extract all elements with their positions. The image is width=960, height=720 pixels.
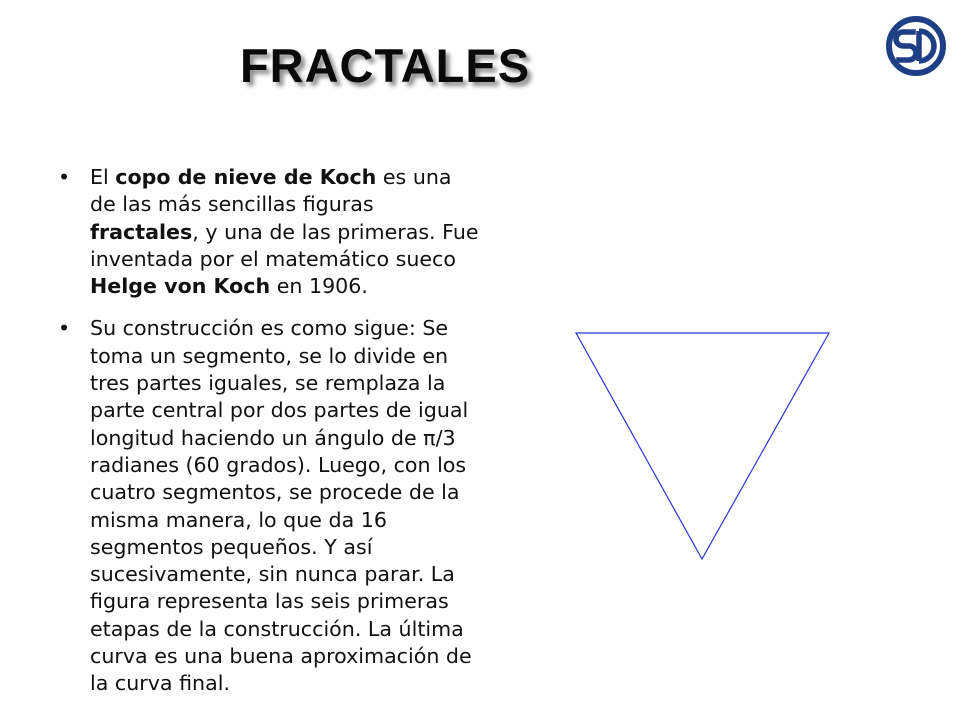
koch-triangle-figure: [572, 328, 834, 564]
slide-title: FRACTALES: [239, 39, 531, 92]
bullet-text: El copo de nieve de Koch es una de las más sencillas figuras fractales, y una de las primeras. Fue inventada por el matemático sueco Helge von Koch en 1906.: [90, 165, 479, 299]
university-seal-logo-icon: [884, 14, 948, 78]
bold-term: Helge von Koch: [90, 274, 271, 299]
koch-triangle-shape: [576, 333, 829, 559]
bold-term: copo de nieve de Koch: [115, 165, 377, 189]
bullet-text: Su construcción es como sigue: Se toma un segmento, se lo divide en tres partes iguales, se remplaza la parte central por dos partes de igual longitud haciendo un ángulo de π/3 radianes (60 grados). Luego, con los cuatro segmentos, se procede de la misma manera, lo que da 16 segmentos pequeños. Y así sucesivamente, sin nunca parar. La figura representa las seis primeras etapas de la construcción. La última curva es una buena aproximación de la curva final.: [90, 316, 472, 696]
bold-term: fractales: [90, 219, 193, 244]
bullet-list: [58, 164, 480, 713]
bullet-dot: •: [58, 316, 71, 341]
bullet-item-koch-intro: [58, 164, 480, 300]
bullet-item-construction: [58, 315, 480, 697]
bullet-dot: •: [58, 165, 71, 189]
